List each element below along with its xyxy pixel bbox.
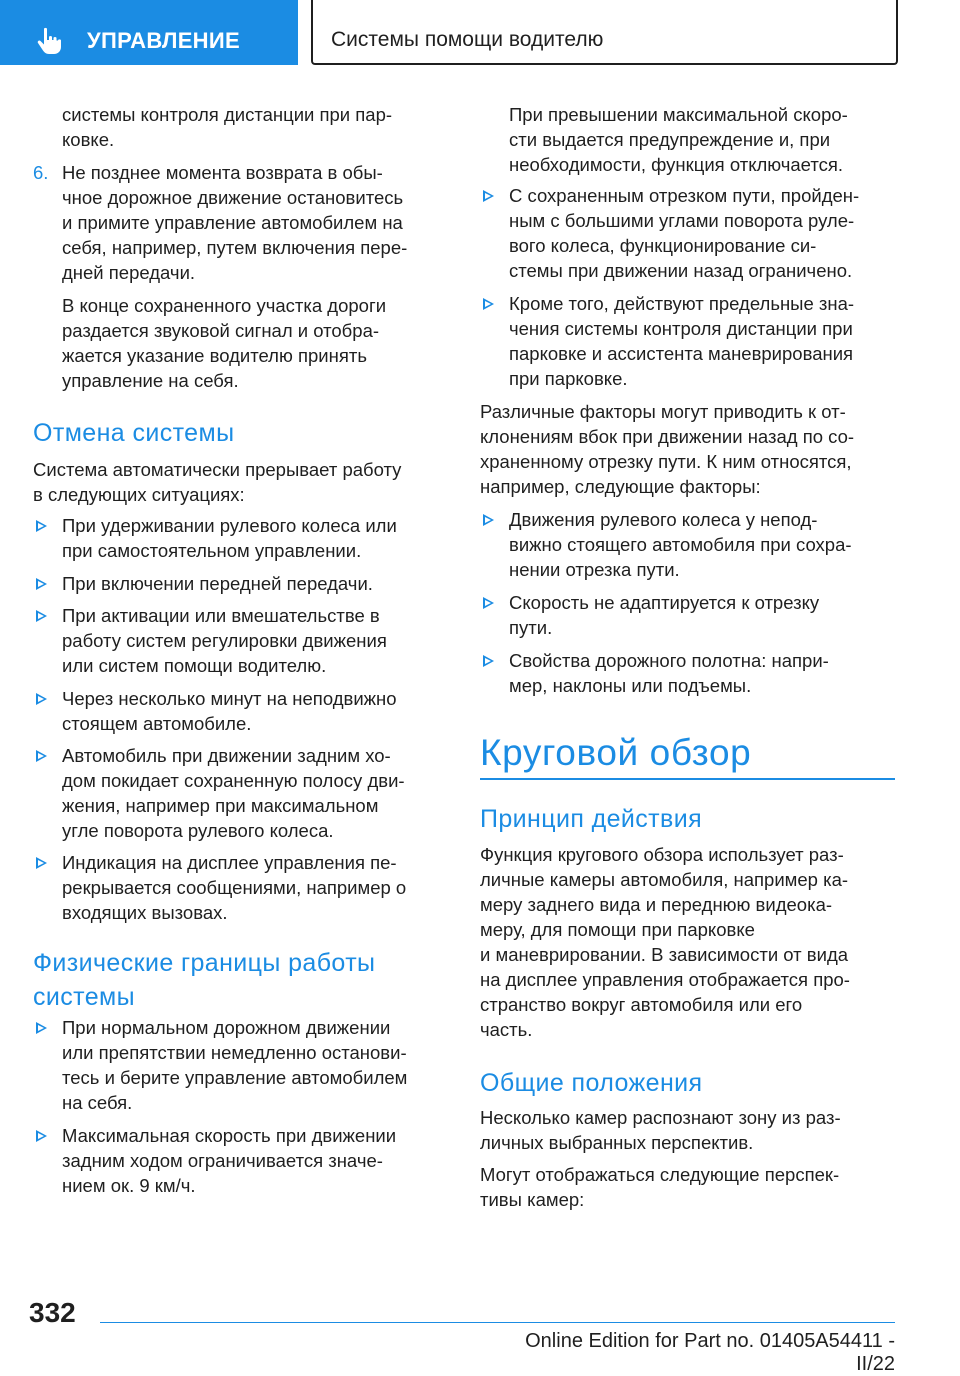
triangle-bullet-icon bbox=[36, 610, 47, 622]
text-line: В конце сохраненного участка дороги bbox=[62, 295, 387, 316]
text-line: жается указание водителю принять bbox=[62, 345, 367, 366]
triangle-bullet-icon bbox=[36, 693, 47, 705]
text-line: При включении передней передачи. bbox=[62, 573, 373, 594]
text-line: мер, наклоны или подъемы. bbox=[509, 675, 752, 696]
triangle-bullet-icon bbox=[36, 578, 47, 590]
list-item bbox=[62, 1123, 396, 1198]
text-line: клонениям вбок при движении назад по со- bbox=[480, 426, 855, 447]
triangle-bullet-icon bbox=[483, 655, 494, 667]
text-line: Несколько камер распознают зону из раз- bbox=[480, 1107, 841, 1128]
general-paragraph-1 bbox=[480, 1105, 841, 1155]
text-line: тесь и берите управление автомобилем bbox=[62, 1067, 408, 1088]
text-line: на дисплее управления отображается про- bbox=[480, 969, 850, 990]
text-line: нении отрезка пути. bbox=[509, 559, 680, 580]
step-number: 6. bbox=[33, 162, 49, 183]
text-line: личных выбранных перспектив. bbox=[480, 1132, 754, 1153]
text-line: С сохраненным отрезком пути, пройден- bbox=[509, 185, 860, 206]
hand-pointer-icon bbox=[36, 27, 66, 60]
text-line: стоящем автомобиле. bbox=[62, 713, 252, 734]
text-line: сти выдается предупреждение и, при bbox=[509, 129, 831, 150]
principle-text bbox=[480, 842, 850, 1042]
heading-line: Физические границы работы bbox=[33, 949, 376, 977]
section-tab-label: УПРАВЛЕНИЕ bbox=[87, 28, 240, 53]
general-paragraph-2 bbox=[480, 1162, 839, 1212]
surround-view-heading: Круговой обзор bbox=[480, 732, 752, 773]
text-line: тивы камер: bbox=[480, 1189, 585, 1210]
cancel-intro bbox=[33, 457, 401, 507]
text-line: работу систем регулировки движения bbox=[62, 630, 387, 651]
triangle-bullet-icon bbox=[36, 750, 47, 762]
list-item bbox=[62, 1015, 407, 1115]
text-line: и маневрировании. В зависимости от вида bbox=[480, 944, 849, 965]
text-line: при самостоятельном управлении. bbox=[62, 540, 362, 561]
triangle-bullet-icon bbox=[483, 190, 494, 202]
text-line: вого колеса, функционирование си- bbox=[509, 235, 817, 256]
text-line: пути. bbox=[509, 617, 553, 638]
text-line: При активации или вмешательстве в bbox=[62, 605, 380, 626]
cancel-heading: Отмена системы bbox=[33, 419, 235, 447]
list-item bbox=[62, 571, 373, 596]
text-line: нием ок. 9 км/ч. bbox=[62, 1175, 196, 1196]
continued-paragraph bbox=[62, 102, 392, 152]
text-line: вижно стоящего автомобиля при сохра- bbox=[509, 534, 852, 555]
text-line: на себя. bbox=[62, 1092, 133, 1113]
principle-heading: Принцип действия bbox=[480, 805, 703, 833]
text-line: личные камеры автомобиля, например ка- bbox=[480, 869, 849, 890]
text-line: Автомобиль при движении задним хо- bbox=[62, 745, 391, 766]
text-line: необходимости, функция отключается. bbox=[509, 154, 844, 175]
heading-line: системы bbox=[33, 983, 135, 1011]
heading-rule bbox=[480, 778, 895, 780]
text-line: дней передачи. bbox=[62, 262, 196, 283]
list-item bbox=[62, 603, 387, 678]
triangle-bullet-icon bbox=[36, 1130, 47, 1142]
list-item bbox=[509, 590, 819, 640]
text-line: Различные факторы могут приводить к от- bbox=[480, 401, 846, 422]
text-line: Максимальная скорость при движении bbox=[62, 1125, 397, 1146]
text-line: Свойства дорожного полотна: напри- bbox=[509, 650, 829, 671]
triangle-bullet-icon bbox=[483, 298, 494, 310]
text-line: Через несколько минут на неподвижно bbox=[62, 688, 397, 709]
chapter-title: Системы помощи водителю bbox=[331, 28, 604, 51]
general-heading: Общие положения bbox=[480, 1069, 703, 1097]
text-line: в следующих ситуациях: bbox=[33, 484, 245, 505]
text-line: Система автоматически прерывает работу bbox=[33, 459, 402, 480]
text-line: Движения рулевого колеса у непод- bbox=[509, 509, 818, 530]
text-line: при парковке. bbox=[509, 368, 628, 389]
list-item bbox=[62, 513, 397, 563]
triangle-bullet-icon bbox=[36, 520, 47, 532]
text-line: входящих вызовах. bbox=[62, 902, 228, 923]
text-line: дом покидает сохраненную полосу дви- bbox=[62, 770, 405, 791]
text-line: или систем помощи водителю. bbox=[62, 655, 327, 676]
text-line: Скорость не адаптируется к отрезку bbox=[509, 592, 820, 613]
text-line: храненному отрезку пути. К ним относятся, bbox=[480, 451, 852, 472]
triangle-bullet-icon bbox=[483, 597, 494, 609]
list-item bbox=[62, 686, 397, 736]
text-line: При нормальном дорожном движении bbox=[62, 1017, 391, 1038]
chapter-header bbox=[311, 0, 898, 65]
text-line: часть. bbox=[480, 1019, 533, 1040]
step-6-note bbox=[62, 293, 386, 393]
limits-note bbox=[509, 102, 848, 177]
text-line: При удерживании рулевого колеса или bbox=[62, 515, 397, 536]
triangle-bullet-icon bbox=[36, 857, 47, 869]
list-item bbox=[509, 291, 854, 391]
footer-rule bbox=[100, 1322, 895, 1323]
text-line: себя, например, путем включения пере- bbox=[62, 237, 408, 258]
text-line: меру, для помощи при парковке bbox=[480, 919, 755, 940]
triangle-bullet-icon bbox=[483, 514, 494, 526]
text-line: рекрывается сообщениями, например о bbox=[62, 877, 407, 898]
text-line: При превышении максимальной скоро- bbox=[509, 104, 848, 125]
footer-edition: Online Edition for Part no. 01405A54411 - II/22 bbox=[525, 1330, 895, 1375]
text-line: задним ходом ограничивается значе- bbox=[62, 1150, 383, 1171]
step-6-text bbox=[62, 160, 407, 285]
factors-intro bbox=[480, 399, 854, 499]
text-line: Не позднее момента возврата в обы- bbox=[62, 162, 383, 183]
triangle-bullet-icon bbox=[36, 1022, 47, 1034]
text-line: Индикация на дисплее управления пе- bbox=[62, 852, 397, 873]
text-line: ковке. bbox=[62, 129, 115, 150]
text-line: системы контроля дистанции при пар- bbox=[62, 104, 393, 125]
text-line: или препятствии немедленно останови- bbox=[62, 1042, 407, 1063]
page-number: 332 bbox=[29, 1297, 76, 1328]
text-line: ным с большими углами поворота руле- bbox=[509, 210, 855, 231]
text-line: стемы при движении назад ограничено. bbox=[509, 260, 853, 281]
text-line: раздается звуковой сигнал и отобра- bbox=[62, 320, 380, 341]
text-line: чения системы контроля дистанции при bbox=[509, 318, 853, 339]
text-line: меру заднего вида и переднюю видеока- bbox=[480, 894, 833, 915]
text-line: Функция кругового обзора использует раз- bbox=[480, 844, 844, 865]
list-item bbox=[62, 743, 405, 843]
text-line: например, следующие факторы: bbox=[480, 476, 761, 497]
section-tab[interactable] bbox=[0, 0, 298, 65]
text-line: управление на себя. bbox=[62, 370, 239, 391]
list-item bbox=[509, 648, 829, 698]
limits-heading bbox=[33, 946, 375, 1014]
text-line: и примите управление автомобилем на bbox=[62, 212, 403, 233]
list-item bbox=[509, 507, 852, 582]
text-line: странство вокруг автомобиля или его bbox=[480, 994, 803, 1015]
text-line: Кроме того, действуют предельные зна- bbox=[509, 293, 855, 314]
text-line: парковке и ассистента маневрирования bbox=[509, 343, 854, 364]
text-line: Могут отображаться следующие перспек- bbox=[480, 1164, 840, 1185]
list-item bbox=[509, 183, 859, 283]
text-line: чное дорожное движение остановитесь bbox=[62, 187, 404, 208]
text-line: угле поворота рулевого колеса. bbox=[62, 820, 334, 841]
text-line: жения, например при максимальном bbox=[62, 795, 379, 816]
list-item bbox=[62, 850, 406, 925]
